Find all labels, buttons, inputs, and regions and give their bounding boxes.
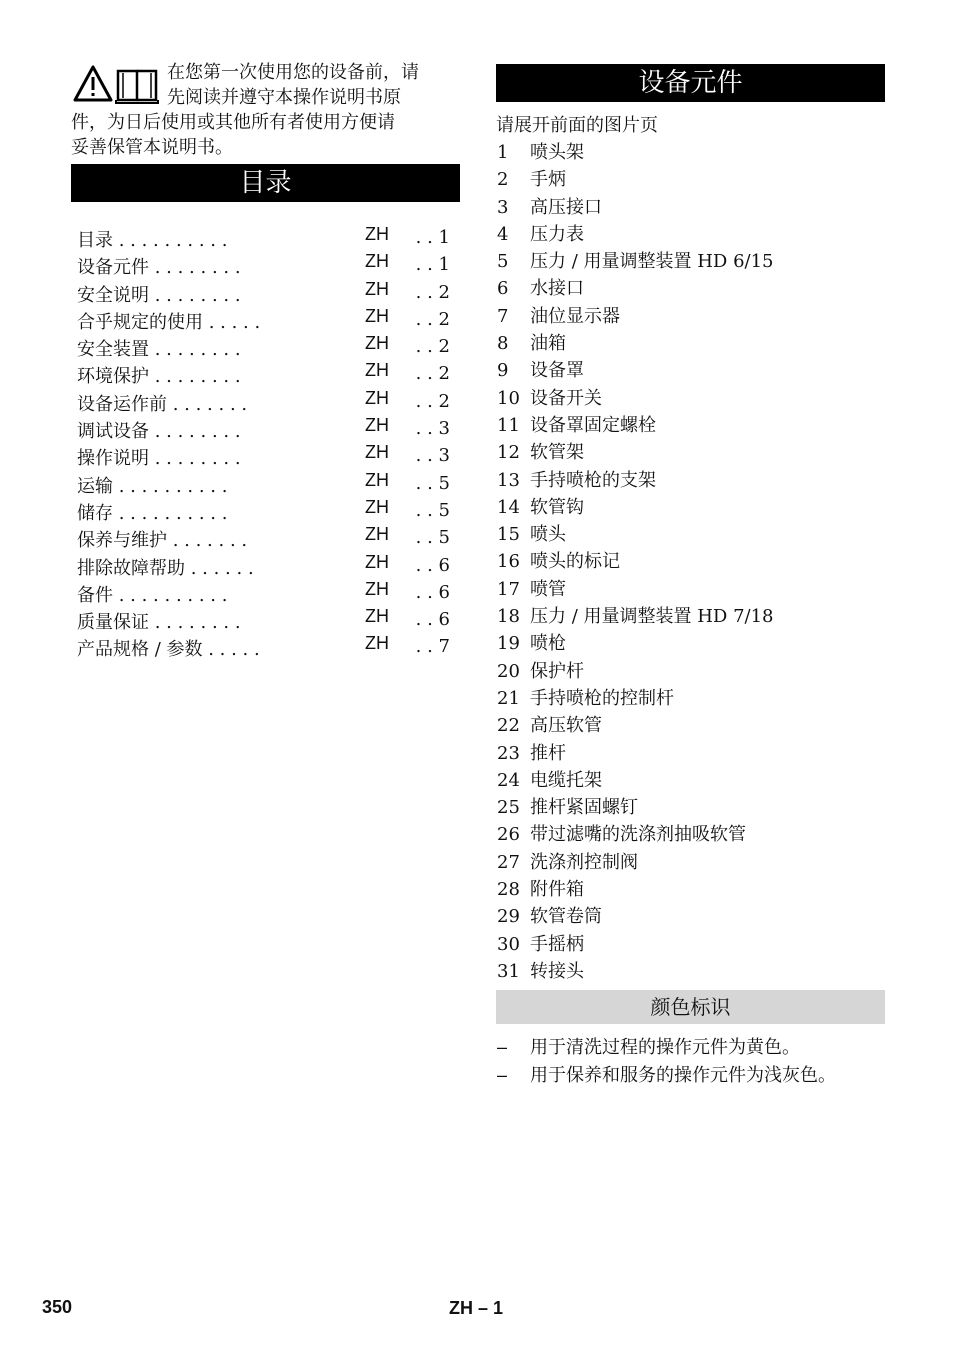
component-number: 31 [497, 960, 520, 982]
toc-entry-page: . . 6 [415, 609, 450, 631]
toc-entry[interactable] [71, 579, 460, 606]
component-item [496, 794, 885, 821]
component-number: 8 [497, 333, 509, 355]
component-label: 洗涤剂控制阀 [530, 851, 638, 873]
component-number: 3 [497, 196, 509, 218]
component-label: 压力 / 用量调整装置 HD 7/18 [530, 606, 774, 628]
components-list [496, 139, 885, 985]
component-label: 高压接口 [530, 196, 602, 218]
toc-entry-page: . . 3 [415, 418, 450, 440]
toc-entry-title: 设备元件 . . . . . . . . [77, 257, 241, 279]
toc-entry-title: 排除故障帮助 . . . . . . [77, 557, 254, 579]
toc-entry[interactable] [71, 415, 460, 442]
component-number: 7 [497, 305, 509, 327]
component-number: 17 [497, 578, 520, 600]
component-number: 10 [497, 387, 520, 409]
warning-and-manual-icons [73, 64, 161, 104]
toc-entry[interactable] [71, 306, 460, 333]
component-number: 2 [497, 169, 509, 191]
component-number: 11 [497, 414, 520, 436]
component-item [496, 412, 885, 439]
toc-entry-title: 储存 . . . . . . . . . . [77, 502, 228, 524]
component-number: 30 [497, 933, 520, 955]
component-item [496, 166, 885, 193]
component-item [496, 903, 885, 930]
component-label: 手持喷枪的支架 [530, 469, 656, 491]
color-note-text: 用于清洗过程的操作元件为黄色。 [530, 1037, 800, 1059]
toc-entry-page: . . 2 [415, 281, 450, 303]
toc-entry-lang: ZH [365, 442, 389, 463]
component-number: 28 [497, 879, 520, 901]
component-item [496, 603, 885, 630]
toc-entry-page: . . 5 [415, 499, 450, 521]
component-number: 29 [497, 906, 520, 928]
toc-entry-title: 设备运作前 . . . . . . . [77, 393, 248, 415]
toc-entry[interactable] [71, 552, 460, 579]
component-label: 带过滤嘴的洗涤剂抽吸软管 [530, 824, 746, 846]
component-label: 水接口 [530, 278, 584, 300]
right-column [496, 64, 885, 1089]
toc-entry[interactable] [71, 333, 460, 360]
component-label: 喷头架 [530, 142, 584, 163]
toc-entry[interactable] [71, 633, 460, 660]
toc-entry-lang: ZH [365, 387, 389, 408]
toc-entry[interactable] [71, 279, 460, 306]
toc-entry-page: . . 3 [415, 445, 450, 467]
toc-entry[interactable] [71, 524, 460, 551]
toc-entry-page: . . 2 [415, 336, 450, 358]
component-item [496, 303, 885, 330]
component-item [496, 630, 885, 657]
intro-line: 件，为日后使用或其他所有者使用方便请 [71, 112, 395, 133]
component-number: 22 [497, 715, 520, 737]
component-label: 手炳 [530, 169, 566, 191]
color-coding-heading: 颜色标识 [496, 990, 885, 1024]
component-number: 23 [497, 742, 520, 764]
component-number: 27 [497, 851, 520, 873]
toc-entry-page: . . 2 [415, 363, 450, 385]
component-number: 24 [497, 769, 520, 791]
component-label: 设备罩 [530, 360, 584, 382]
component-number: 15 [497, 524, 520, 546]
component-item [496, 548, 885, 575]
toc-entry-title: 调试设备 . . . . . . . . [77, 421, 241, 443]
intro-line: 妥善保管本说明书。 [71, 137, 233, 158]
component-label: 设备开关 [530, 387, 602, 409]
language-page-label: ZH – 1 [449, 1298, 504, 1318]
component-number: 18 [497, 606, 520, 628]
component-label: 软管架 [530, 442, 584, 464]
toc-entry[interactable] [71, 470, 460, 497]
component-number: 5 [497, 251, 509, 273]
component-label: 转接头 [530, 960, 584, 982]
component-item [496, 330, 885, 357]
component-item [496, 139, 885, 166]
component-item [496, 685, 885, 712]
component-item [496, 740, 885, 767]
component-number: 12 [497, 442, 520, 464]
components-intro: 请展开前面的图片页 [496, 115, 658, 136]
component-item [496, 467, 885, 494]
toc-entry-lang: ZH [365, 633, 389, 654]
component-item [496, 849, 885, 876]
toc-entry-page: . . 2 [415, 390, 450, 412]
component-item [496, 821, 885, 848]
component-number: 25 [497, 797, 520, 819]
component-label: 附件箱 [530, 879, 584, 901]
toc-entry-lang: ZH [365, 415, 389, 436]
component-item [496, 931, 885, 958]
component-number: 9 [497, 360, 509, 382]
intro-notice [71, 60, 460, 160]
toc-entry[interactable] [71, 224, 460, 251]
component-label: 喷管 [530, 578, 566, 600]
component-item [496, 958, 885, 985]
toc-entry-title: 操作说明 . . . . . . . . [77, 448, 241, 470]
toc-entry-lang: ZH [365, 224, 389, 244]
toc-entry-lang: ZH [365, 469, 389, 490]
component-label: 推杆紧固螺钉 [530, 797, 638, 819]
component-number: 6 [497, 278, 509, 300]
toc-entry-lang: ZH [365, 278, 389, 299]
toc-entry[interactable] [71, 360, 460, 387]
toc-heading: 目录 [71, 164, 460, 202]
component-item [496, 658, 885, 685]
component-label: 压力表 [530, 223, 584, 245]
component-item [496, 221, 885, 248]
component-label: 推杆 [530, 742, 566, 764]
intro-line: 先阅读并遵守本操作说明书原 [167, 87, 401, 108]
toc-entry-title: 运输 . . . . . . . . . . [77, 475, 228, 497]
intro-line: 在您第一次使用您的设备前，请 [167, 62, 419, 83]
toc-entry-lang: ZH [365, 333, 389, 354]
toc-entry-lang: ZH [365, 551, 389, 572]
component-item [496, 357, 885, 384]
toc-entry-page: . . 5 [415, 472, 450, 494]
toc-entry-page: . . 6 [415, 554, 450, 576]
warning-icon [75, 67, 111, 100]
component-label: 手摇柄 [530, 933, 584, 955]
color-coding-notes [496, 1034, 885, 1089]
toc-entry-page: . . 1 [415, 254, 450, 276]
component-item [496, 439, 885, 466]
component-label: 保护杆 [530, 660, 584, 682]
color-note [496, 1034, 885, 1061]
toc-entry[interactable] [71, 497, 460, 524]
component-item [496, 712, 885, 739]
component-item [496, 275, 885, 302]
component-number: 19 [497, 633, 520, 655]
component-number: 21 [497, 687, 520, 709]
component-label: 设备罩固定螺栓 [530, 414, 656, 436]
color-note-text: 用于保养和服务的操作元件为浅灰色。 [530, 1064, 836, 1086]
component-label: 软管卷筒 [530, 906, 602, 928]
component-item [496, 494, 885, 521]
table-of-contents [71, 224, 460, 661]
toc-entry-lang: ZH [365, 524, 389, 545]
component-item [496, 767, 885, 794]
toc-entry[interactable] [71, 251, 460, 278]
component-number: 4 [497, 223, 509, 245]
color-note [496, 1062, 885, 1089]
component-item [496, 385, 885, 412]
component-label: 软管钩 [530, 496, 584, 518]
toc-entry-title: 合乎规定的使用 . . . . . [77, 311, 261, 333]
component-number: 26 [497, 824, 520, 846]
toc-entry[interactable] [71, 442, 460, 469]
component-label: 喷枪 [530, 633, 566, 655]
component-item [496, 521, 885, 548]
component-item [496, 576, 885, 603]
manual-book-icon [116, 71, 158, 103]
component-label: 油箱 [530, 333, 566, 355]
components-heading: 设备元件 [496, 64, 885, 102]
toc-entry-title: 目录 . . . . . . . . . . [77, 230, 228, 251]
component-number: 16 [497, 551, 520, 573]
component-item [496, 876, 885, 903]
component-number: 14 [497, 496, 520, 518]
component-label: 手持喷枪的控制杆 [530, 687, 674, 709]
component-label: 油位显示器 [530, 305, 620, 327]
component-label: 压力 / 用量调整装置 HD 6/15 [530, 251, 774, 273]
toc-entry-title: 备件 . . . . . . . . . . [77, 584, 228, 606]
component-number: 20 [497, 660, 520, 682]
component-item [496, 248, 885, 275]
page-number: 350 [42, 1297, 73, 1317]
bullet-dash: – [497, 1064, 508, 1085]
toc-entry-lang: ZH [365, 496, 389, 517]
toc-entry-page: . . 6 [415, 581, 450, 603]
component-item [496, 194, 885, 221]
toc-entry[interactable] [71, 388, 460, 415]
component-label: 高压软管 [530, 715, 602, 737]
toc-entry-page: . . 5 [415, 527, 450, 549]
toc-entry-title: 安全装置 . . . . . . . . [77, 339, 241, 361]
component-label: 电缆托架 [530, 769, 602, 791]
toc-entry-page: . . 2 [415, 308, 450, 330]
toc-entry-lang: ZH [365, 360, 389, 381]
toc-entry-lang: ZH [365, 251, 389, 272]
toc-entry-title: 环境保护 . . . . . . . . [77, 366, 241, 388]
component-label: 喷头 [530, 524, 566, 546]
toc-entry-title: 保养与维护 . . . . . . . [77, 530, 248, 552]
bullet-dash: – [497, 1037, 508, 1058]
toc-entry-lang: ZH [365, 606, 389, 627]
left-column [71, 60, 460, 661]
toc-entry-lang: ZH [365, 578, 389, 599]
toc-entry-lang: ZH [365, 305, 389, 326]
component-number: 13 [497, 469, 520, 491]
toc-entry-page: . . 7 [415, 636, 450, 658]
toc-entry-title: 质量保证 . . . . . . . . [77, 612, 241, 634]
component-number: 1 [497, 142, 509, 163]
toc-entry-title: 产品规格 / 参数 . . . . . [77, 639, 260, 661]
toc-entry-page: . . 1 [415, 227, 450, 248]
component-label: 喷头的标记 [530, 551, 620, 573]
toc-entry-title: 安全说明 . . . . . . . . [77, 284, 241, 306]
toc-entry[interactable] [71, 606, 460, 633]
